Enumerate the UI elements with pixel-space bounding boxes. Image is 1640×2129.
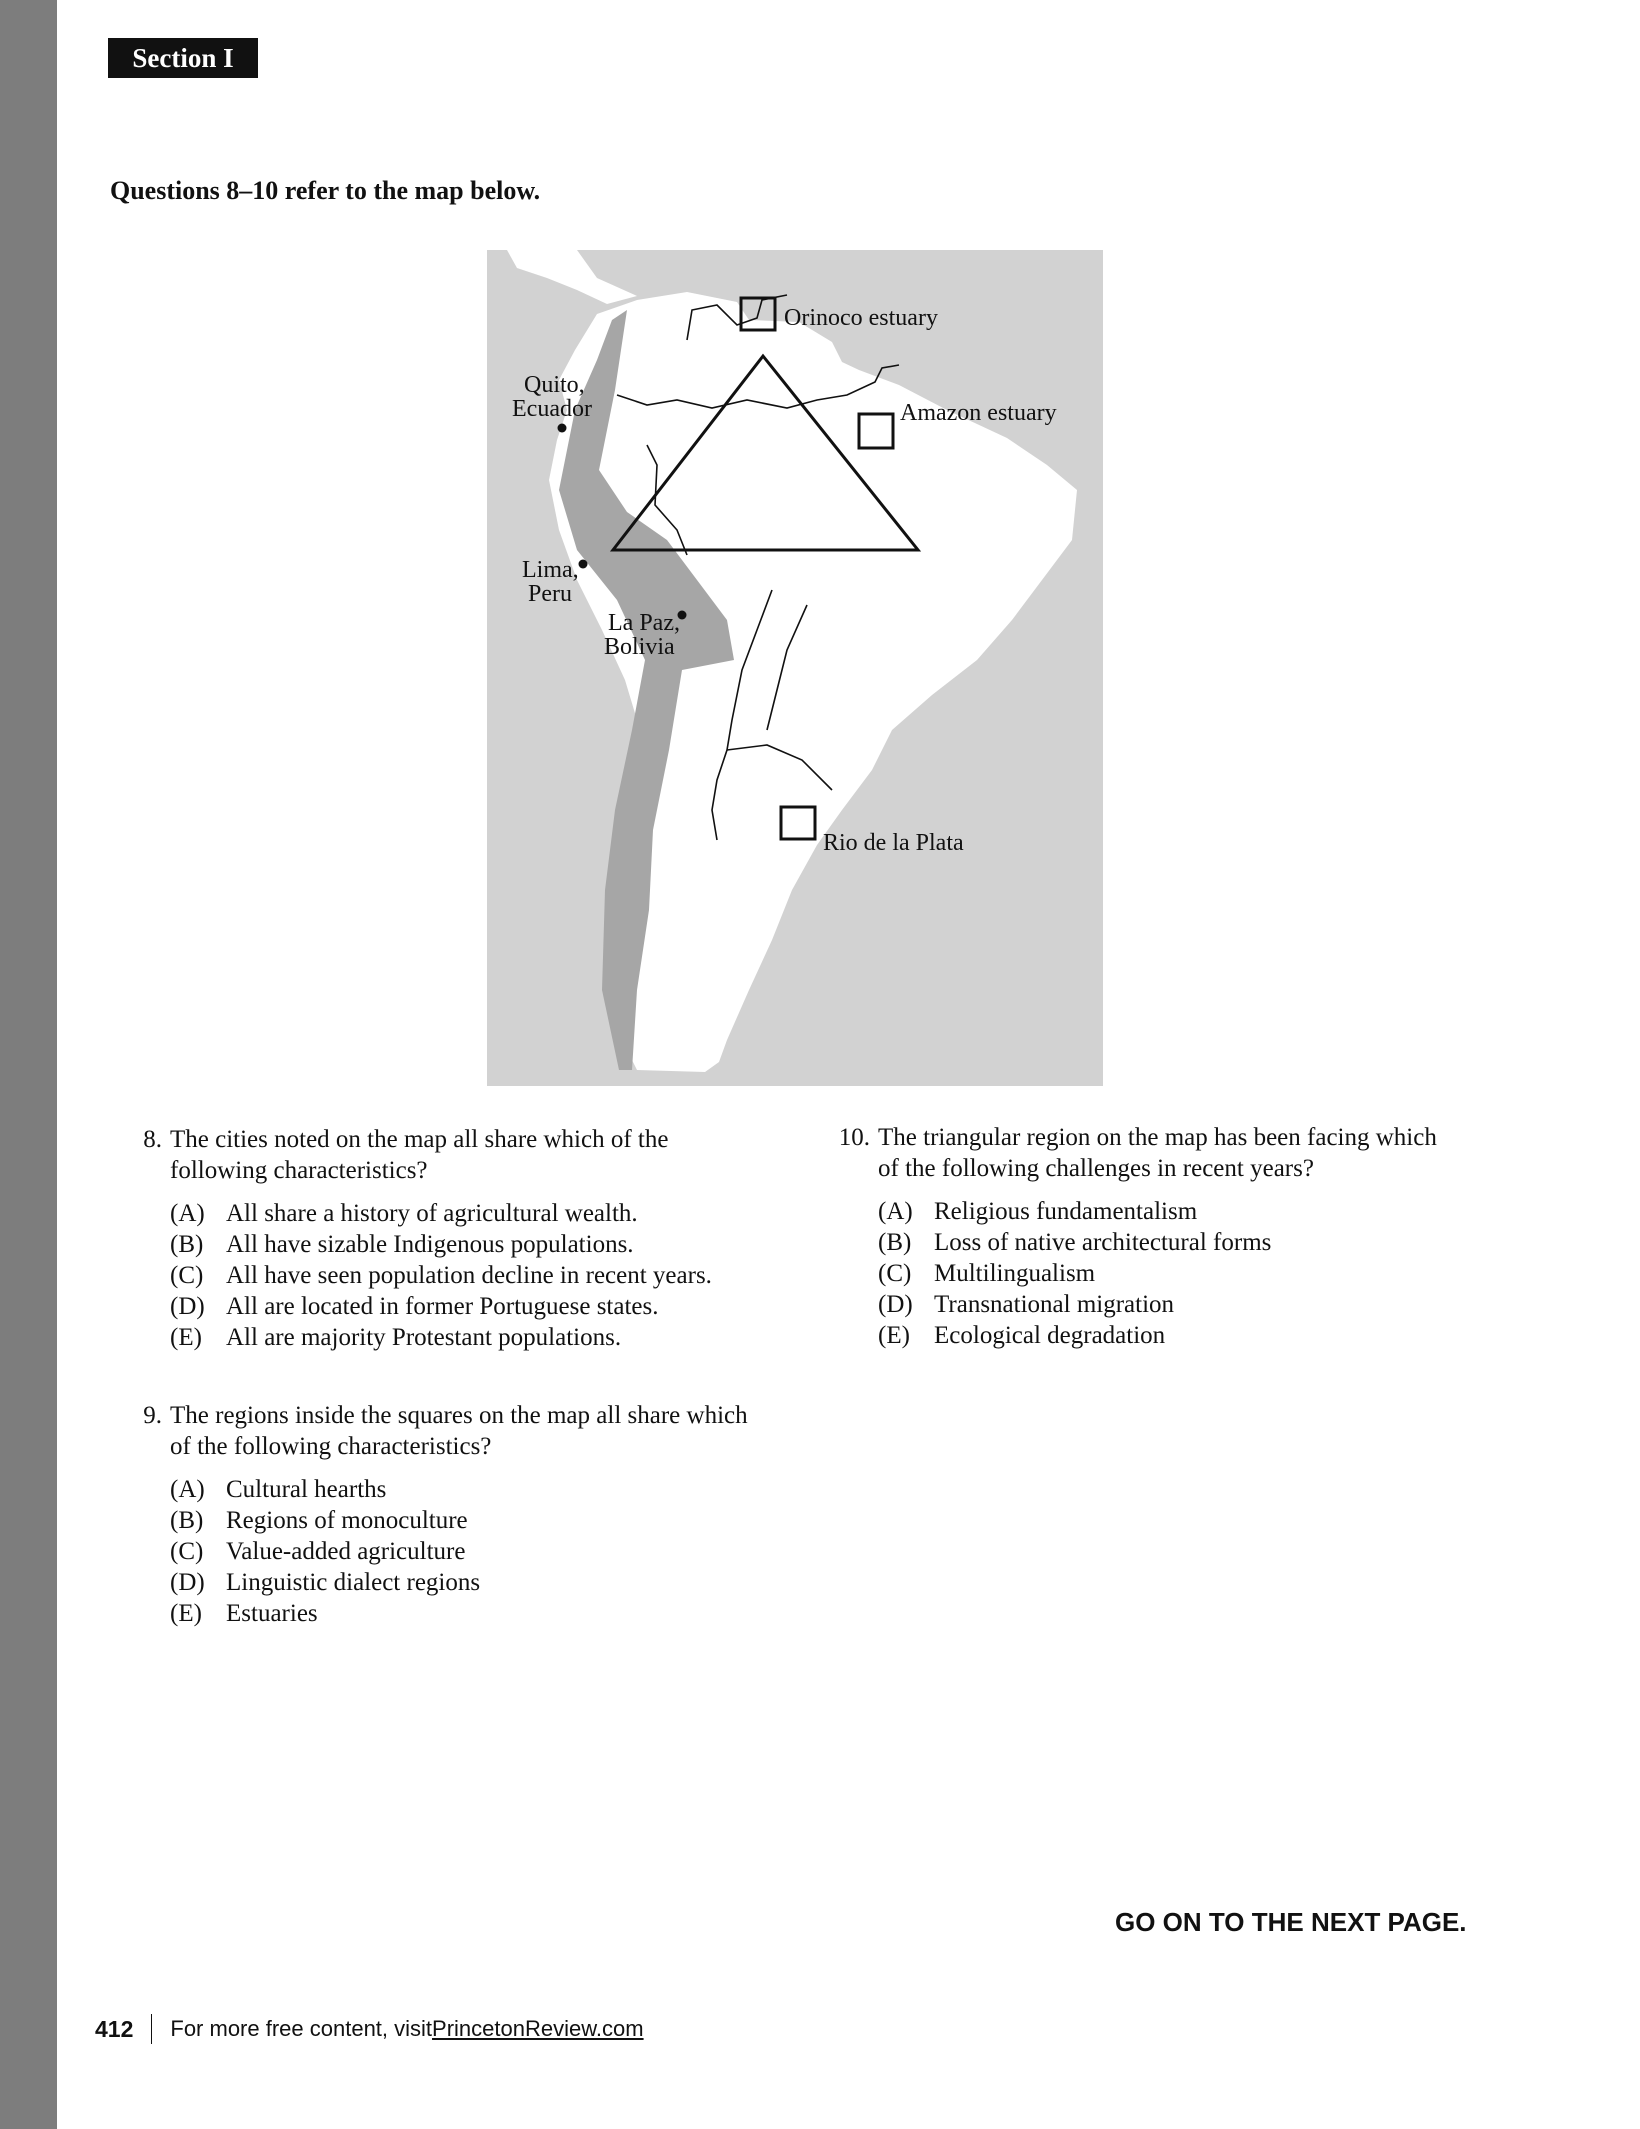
answer-choices xyxy=(878,1196,1518,1351)
stem-line: The cities noted on the map all share which of the xyxy=(170,1126,669,1153)
answer-choice-b xyxy=(170,1229,800,1260)
choice-text: All have seen population decline in recent years. xyxy=(226,1262,712,1289)
answer-choices xyxy=(170,1474,800,1629)
choice-text: All have sizable Indigenous populations. xyxy=(226,1231,634,1258)
question-10 xyxy=(818,1122,1518,1351)
choice-letter: (D) xyxy=(170,1293,205,1320)
page-edge-bar xyxy=(0,0,57,2129)
choice-letter: (E) xyxy=(878,1322,910,1349)
stem-line: The regions inside the squares on the map all share which xyxy=(170,1402,748,1429)
lapaz-label-line2: Bolivia xyxy=(604,634,675,660)
answer-choice-d xyxy=(170,1567,800,1598)
choice-letter: (A) xyxy=(170,1476,205,1503)
choice-text: Estuaries xyxy=(226,1600,318,1627)
stem-line: of the following characteristics? xyxy=(170,1433,492,1460)
map-svg xyxy=(487,250,1103,1086)
question-number: 9. xyxy=(143,1402,162,1429)
choice-text: Multilingualism xyxy=(934,1260,1096,1287)
questions-intro: Questions 8–10 refer to the map below. xyxy=(110,176,541,205)
choice-text: Linguistic dialect regions xyxy=(226,1569,481,1596)
choice-letter: (D) xyxy=(878,1291,913,1318)
page-number: 412 xyxy=(95,2015,134,2042)
lima-label-line2: Peru xyxy=(528,581,572,607)
answer-choice-e xyxy=(878,1320,1518,1351)
answer-choice-a xyxy=(170,1198,800,1229)
choice-text: Regions of monoculture xyxy=(226,1507,468,1534)
choice-text: Religious fundamentalism xyxy=(934,1198,1198,1225)
question-number: 8. xyxy=(143,1126,162,1153)
choice-letter: (E) xyxy=(170,1600,202,1627)
orinoco-label: Orinoco estuary xyxy=(784,305,938,331)
stem-line: of the following challenges in recent years? xyxy=(878,1155,1314,1182)
choice-text: All are majority Protestant populations. xyxy=(226,1324,622,1351)
quito-dot xyxy=(558,424,567,433)
answer-choice-c xyxy=(170,1260,800,1291)
question-9 xyxy=(110,1400,800,1629)
choice-letter: (A) xyxy=(878,1198,913,1225)
choice-text: Ecological degradation xyxy=(934,1322,1166,1349)
choice-letter: (E) xyxy=(170,1324,202,1351)
plata-label: Rio de la Plata xyxy=(823,830,964,856)
answer-choice-a xyxy=(170,1474,800,1505)
answer-choice-e xyxy=(170,1598,800,1629)
answer-choice-d xyxy=(878,1289,1518,1320)
lapaz-label-line1: La Paz, xyxy=(608,610,680,636)
choice-text: Value-added agriculture xyxy=(226,1538,466,1565)
footer-divider xyxy=(151,2014,152,2044)
choice-letter: (C) xyxy=(878,1260,912,1287)
choice-text: Loss of native architectural forms xyxy=(934,1229,1272,1256)
answer-choice-a xyxy=(878,1196,1518,1227)
answer-choice-c xyxy=(878,1258,1518,1289)
answer-choice-b xyxy=(170,1505,800,1536)
question-stem xyxy=(110,1124,800,1186)
quito-label-line2: Ecuador xyxy=(512,396,592,422)
south-america-map xyxy=(487,250,1103,1086)
answer-choice-b xyxy=(878,1227,1518,1258)
question-stem xyxy=(818,1122,1518,1184)
answer-choice-d xyxy=(170,1291,800,1322)
answer-choices xyxy=(170,1198,800,1353)
choice-letter: (B) xyxy=(170,1231,204,1258)
choice-text: All share a history of agricultural wealth. xyxy=(226,1200,638,1227)
question-stem xyxy=(110,1400,800,1462)
section-label: Section I xyxy=(108,38,258,78)
princeton-review-link[interactable]: PrincetonReview.com xyxy=(432,2016,644,2041)
question-number: 10. xyxy=(838,1124,870,1151)
answer-choice-c xyxy=(170,1536,800,1567)
footer-text: For more free content, visit xyxy=(170,2016,433,2041)
amazon-label: Amazon estuary xyxy=(900,400,1057,426)
lima-label-line1: Lima, xyxy=(522,557,579,583)
choice-letter: (D) xyxy=(170,1569,205,1596)
choice-letter: (A) xyxy=(170,1200,205,1227)
choice-text: Cultural hearths xyxy=(226,1476,387,1503)
choice-text: Transnational migration xyxy=(934,1291,1175,1318)
stem-line: following characteristics? xyxy=(170,1157,428,1184)
page-footer xyxy=(95,2013,644,2045)
go-next-page-notice: GO ON TO THE NEXT PAGE. xyxy=(1115,1907,1467,1937)
choice-letter: (C) xyxy=(170,1538,204,1565)
choice-letter: (C) xyxy=(170,1262,204,1289)
question-8 xyxy=(110,1124,800,1353)
quito-label-line1: Quito, xyxy=(524,372,585,398)
choice-text: All are located in former Portuguese states. xyxy=(226,1293,659,1320)
choice-letter: (B) xyxy=(170,1507,204,1534)
choice-letter: (B) xyxy=(878,1229,912,1256)
lima-dot xyxy=(579,560,588,569)
answer-choice-e xyxy=(170,1322,800,1353)
stem-line: The triangular region on the map has been facing which xyxy=(878,1124,1437,1151)
